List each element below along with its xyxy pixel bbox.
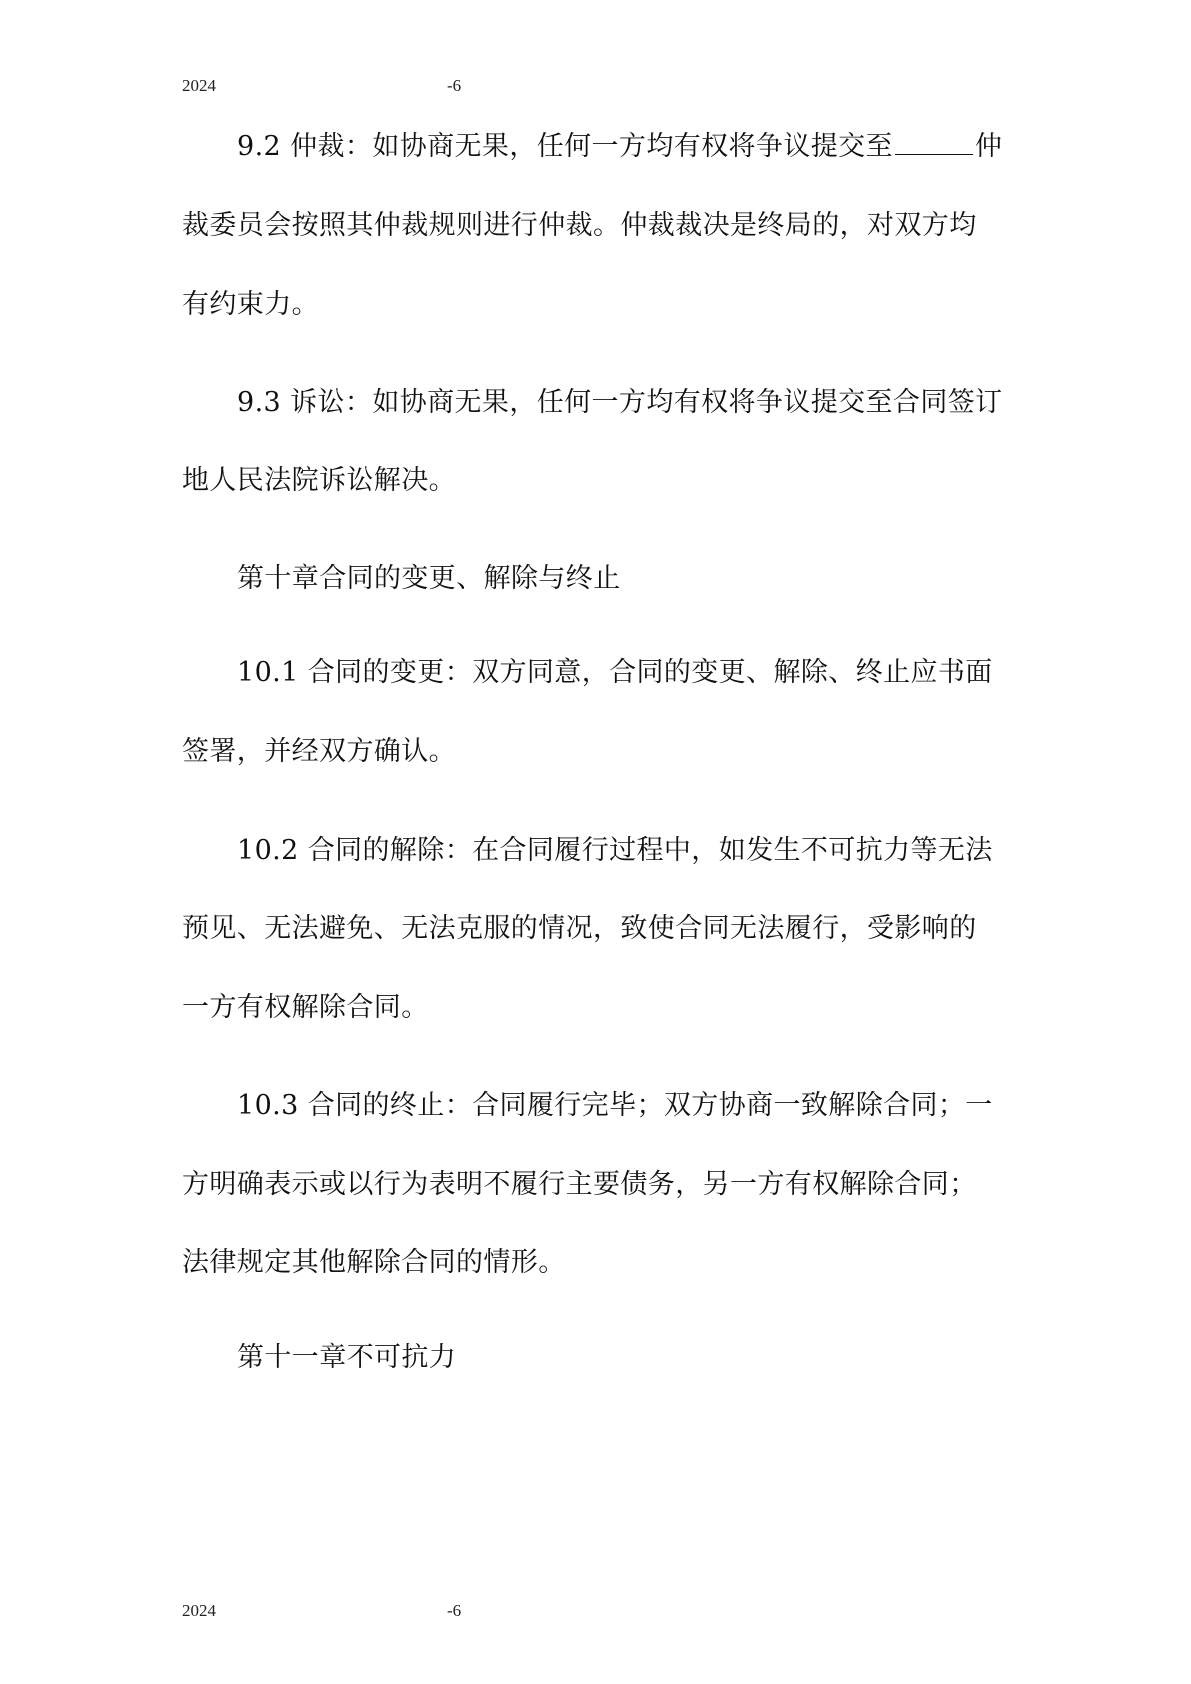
chapter-11-heading: 第十一章不可抗力	[237, 1342, 457, 1373]
page-header	[0, 76, 1191, 100]
clause-9-2-line-1	[237, 130, 1002, 164]
footer-year: 2024	[182, 1601, 216, 1620]
clause-10-3-line-3: 法律规定其他解除合同的情形。	[182, 1247, 566, 1278]
clause-10-3-line-2: 方明确表示或以行为表明不履行主要债务，另一方有权解除合同；	[182, 1169, 977, 1200]
page-footer	[0, 1601, 1191, 1625]
clause-10-1-line-2: 签署，并经双方确认。	[182, 736, 456, 767]
clause-9-3-line-2: 地人民法院诉讼解决。	[182, 465, 456, 496]
clause-10-1-line-1: 10.1 合同的变更：双方同意，合同的变更、解除、终止应书面	[237, 657, 993, 688]
header-page-number: -6	[447, 76, 462, 95]
clause-10-2-line-2: 预见、无法避免、无法克服的情况，致使合同无法履行，受影响的	[182, 913, 977, 944]
clause-10-2-line-1: 10.2 合同的解除：在合同履行过程中，如发生不可抗力等无法	[237, 835, 993, 866]
clause-9-2-text-cont: 仲	[974, 131, 1003, 162]
fill-in-blank[interactable]	[895, 152, 973, 155]
clause-10-3-line-1: 10.3 合同的终止：合同履行完毕；双方协商一致解除合同；一	[237, 1090, 993, 1121]
clause-10-2-line-3: 一方有权解除合同。	[182, 992, 429, 1023]
footer-page-number: -6	[447, 1601, 462, 1620]
clause-9-2-text: 9.2 仲裁：如协商无果，任何一方均有权将争议提交至	[237, 131, 893, 162]
chapter-10-heading: 第十章合同的变更、解除与终止	[237, 563, 621, 594]
header-year: 2024	[182, 76, 216, 95]
clause-9-3-line-1: 9.3 诉讼：如协商无果，任何一方均有权将争议提交至合同签订	[237, 387, 1003, 418]
clause-9-2-line-3: 有约束力。	[182, 289, 319, 320]
clause-9-2-line-2: 裁委员会按照其仲裁规则进行仲裁。仲裁裁决是终局的，对双方均	[182, 210, 977, 241]
